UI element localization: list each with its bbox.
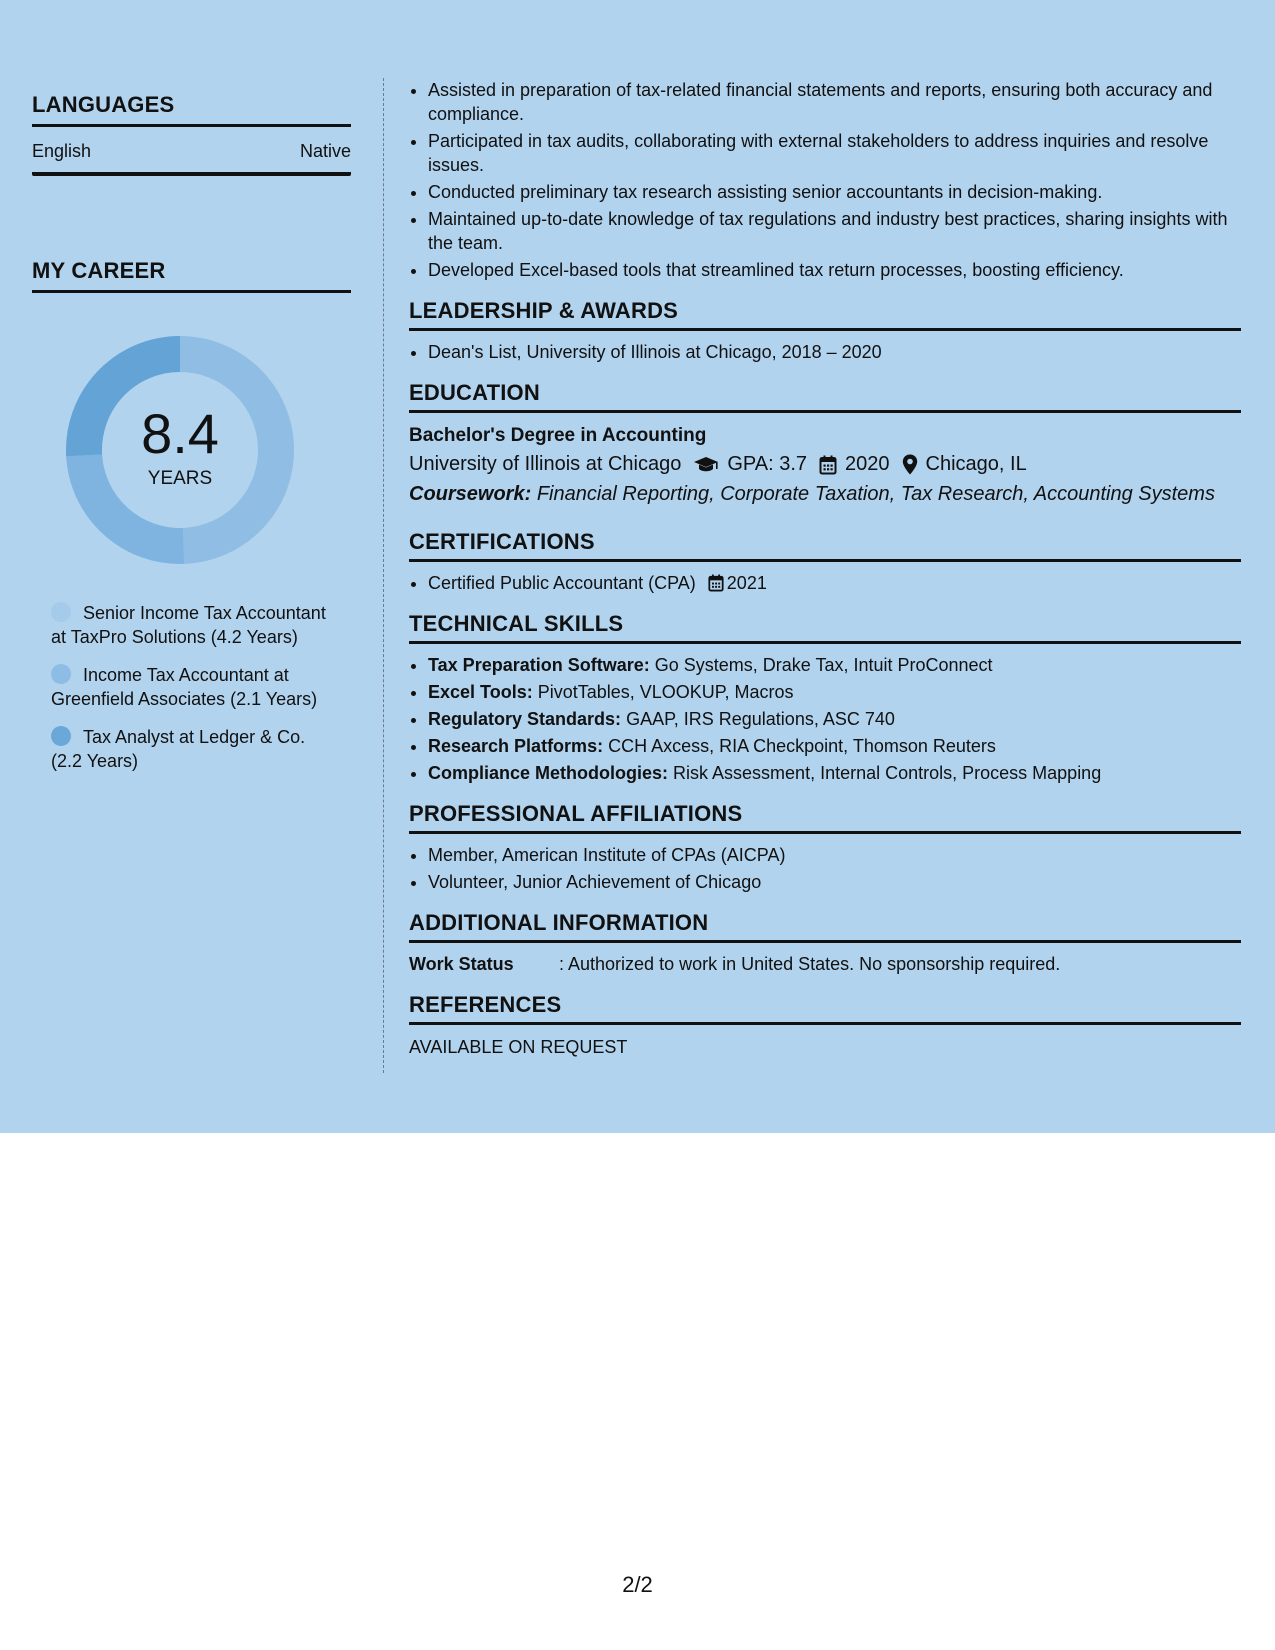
experience-bullet: • Assisted in preparation of tax-related financial statements and reports, ensuring both accuracy and compliance. — [428, 78, 1241, 126]
leadership-heading: LEADERSHIP & AWARDS — [409, 298, 1241, 331]
donut-center — [65, 335, 295, 565]
skill-item — [428, 707, 1241, 731]
skill-label: Tax Preparation Software: — [428, 655, 650, 675]
skill-label: Excel Tools: — [428, 682, 533, 702]
experience-bullet: • Maintained up-to-date knowledge of tax regulations and industry best practices, sharing insights with the team. — [428, 207, 1241, 255]
work-status-value: : Authorized to work in United States. No sponsorship required. — [559, 954, 1061, 974]
education-location: Chicago, IL — [925, 453, 1027, 475]
experience-bullet: • Conducted preliminary tax research assisting senior accountants in decision-making. — [428, 180, 1241, 204]
career-total-unit: YEARS — [147, 468, 213, 489]
education-school: University of Illinois at Chicago — [409, 453, 682, 475]
skill-value: CCH Axcess, RIA Checkpoint, Thomson Reuters — [608, 736, 996, 756]
education-gpa: GPA: 3.7 — [727, 453, 808, 475]
education-coursework — [409, 479, 1241, 510]
legend-dot-icon — [51, 664, 71, 684]
skill-value: GAAP, IRS Regulations, ASC 740 — [626, 709, 895, 729]
skill-label: Research Platforms: — [428, 736, 604, 756]
certifications-heading: CERTIFICATIONS — [409, 529, 1241, 562]
certification-year: 2021 — [726, 573, 767, 593]
left-column — [32, 92, 351, 787]
leadership-item: • Dean's List, University of Illinois at Chicago, 2018 – 2020 — [428, 340, 1241, 364]
education-heading: EDUCATION — [409, 380, 1241, 413]
experience-bullet-list — [409, 78, 1241, 282]
calendar-icon — [708, 574, 724, 592]
experience-bullet: • Developed Excel-based tools that streamlined tax return processes, boosting efficiency. — [428, 258, 1241, 282]
languages-heading: LANGUAGES — [32, 92, 351, 127]
legend-label: Senior Income Tax Accountant at TaxPro Solutions (4.2 Years) — [51, 603, 326, 647]
references-text: AVAILABLE ON REQUEST — [409, 1037, 628, 1057]
coursework-label: Coursework: — [409, 483, 532, 505]
education-degree: Bachelor's Degree in Accounting — [409, 425, 707, 446]
work-status-row — [409, 952, 1241, 976]
skills-list — [409, 653, 1241, 785]
education-year: 2020 — [845, 453, 890, 475]
coursework-value: Financial Reporting, Corporate Taxation, Tax Research, Accounting Systems — [536, 483, 1215, 505]
certifications-list — [409, 571, 1241, 595]
column-divider — [383, 78, 384, 1073]
skill-value: PivotTables, VLOOKUP, Macros — [537, 682, 794, 702]
education-details — [409, 450, 1241, 479]
career-donut-chart — [65, 335, 295, 565]
experience-bullet: • Participated in tax audits, collaborating with external stakeholders to address inquiries and resolve issues. — [428, 129, 1241, 177]
right-column — [409, 78, 1241, 1059]
language-name: English — [32, 141, 92, 161]
skill-value: Risk Assessment, Internal Controls, Process Mapping — [673, 763, 1102, 783]
language-row — [32, 127, 351, 176]
career-legend — [51, 601, 331, 773]
skill-label: Compliance Methodologies: — [428, 763, 669, 783]
legend-label: Income Tax Accountant at Greenfield Associates (2.1 Years) — [51, 665, 318, 709]
calendar-icon — [819, 455, 837, 475]
legend-label: Tax Analyst at Ledger & Co. (2.2 Years) — [51, 727, 306, 771]
career-heading: MY CAREER — [32, 258, 351, 293]
skill-value: Go Systems, Drake Tax, Intuit ProConnect — [654, 655, 993, 675]
legend-dot-icon — [51, 726, 71, 746]
references-heading: REFERENCES — [409, 992, 1241, 1025]
affiliation-item: • Volunteer, Junior Achievement of Chicago — [428, 870, 1241, 894]
skill-label: Regulatory Standards: — [428, 709, 622, 729]
skill-item — [428, 734, 1241, 758]
legend-dot-icon — [51, 602, 71, 622]
legend-item — [51, 663, 331, 711]
skills-heading: TECHNICAL SKILLS — [409, 611, 1241, 644]
map-pin-icon — [902, 454, 918, 475]
legend-item — [51, 725, 331, 773]
skill-item — [428, 653, 1241, 677]
page-number: 2/2 — [622, 1572, 653, 1597]
graduation-cap-icon — [693, 456, 719, 474]
additional-info-heading: ADDITIONAL INFORMATION — [409, 910, 1241, 943]
affiliations-heading: PROFESSIONAL AFFILIATIONS — [409, 801, 1241, 834]
certification-item — [428, 571, 1241, 595]
work-status-label: Work Status — [409, 954, 514, 974]
legend-item — [51, 601, 331, 649]
career-total-years: 8.4 — [141, 402, 219, 465]
skill-item — [428, 680, 1241, 704]
leadership-list — [409, 340, 1241, 364]
skill-item — [428, 761, 1241, 785]
affiliations-list — [409, 843, 1241, 894]
language-level: Native — [299, 141, 351, 161]
affiliation-item: • Member, American Institute of CPAs (AICPA) — [428, 843, 1241, 867]
certification-name: • Certified Public Accountant (CPA) — [428, 573, 696, 593]
